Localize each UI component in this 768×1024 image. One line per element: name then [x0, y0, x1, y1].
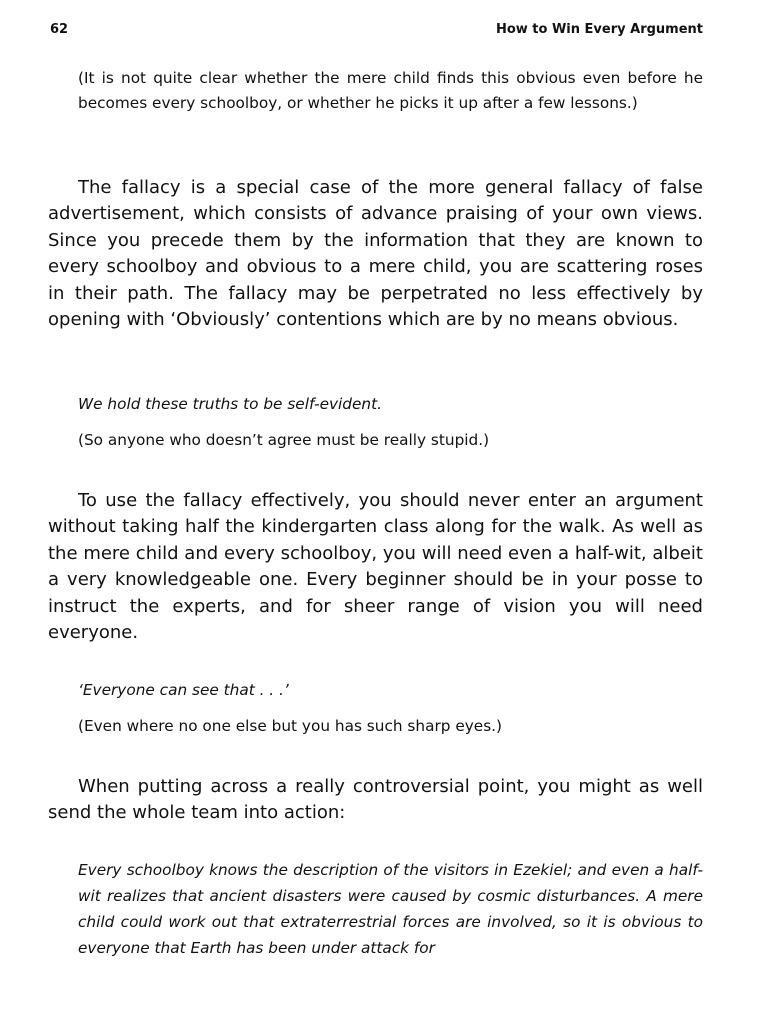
running-head: [48, 22, 703, 42]
example-quote-block: Every schoolboy knows the description of the visitors in Ezekiel; and even a half-wit realizes that ancient disasters were caused by cosmic disturbances. A mere child could work out that extraterrestrial forces are involved, so it is obvious to everyone that Earth has been under attack for: [78, 861, 703, 957]
example-quote: ‘Everyone can see that . . .’: [78, 681, 289, 699]
example-quote: We hold these truths to be self-evident.: [78, 395, 382, 413]
aside-paragraph: (Even where no one else but you has such sharp eyes.): [78, 717, 502, 735]
body-paragraph: When putting across a really controversial point, you might as well send the whole team into action:: [48, 776, 703, 824]
page-number: 62: [50, 22, 69, 37]
book-title: How to Win Every Argument: [495, 22, 703, 37]
aside-paragraph: (It is not quite clear whether the mere child finds this obvious even before he becomes every schoolboy, or whether he picks it up after a few lessons.): [78, 69, 703, 112]
body-paragraph: The fallacy is a special case of the more general fallacy of false advertisement, which consists of advance praising of your own views. Since you precede them by the information that they are known to every schoolboy and obvious to a mere child, you are scattering roses in their path. The fallacy may be perpetrated no less effectively by opening with ‘Obviously’ contentions which are by no means obvious.: [48, 177, 703, 331]
aside-paragraph: (So anyone who doesn’t agree must be really stupid.): [78, 431, 490, 449]
body-paragraph: To use the fallacy effectively, you should never enter an argument without taking half the kindergarten class along for the walk. As well as the mere child and every schoolboy, you will need even a half-wit, albeit a very knowledgeable one. Every beginner should be in your posse to instruct the experts, and for sheer range of vision you will need everyone.: [48, 490, 703, 644]
